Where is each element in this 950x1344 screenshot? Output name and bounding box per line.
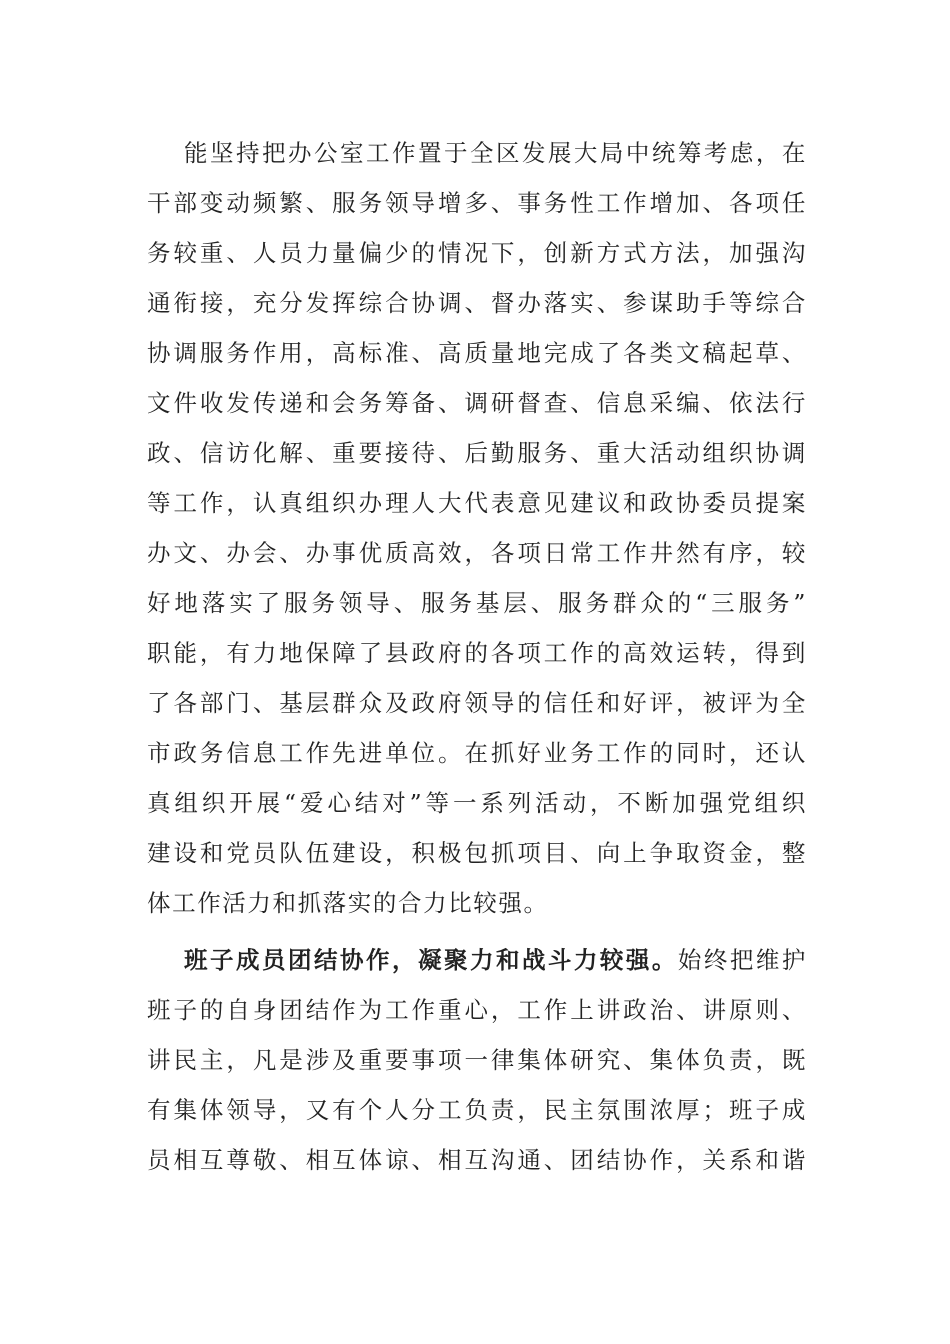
paragraph-text: 始终把维护: [677, 946, 808, 974]
paragraph-line: 等工作，认真组织办理人大代表意见建议和政协委员提案: [147, 489, 807, 517]
paragraph-line: 干部变动频繁、服务领导增多、事务性工作增加、各项任: [147, 189, 807, 217]
paragraph-first-line: [147, 935, 807, 985]
paragraph-team-unity: [147, 935, 807, 1185]
paragraph-line: 政、信访化解、重要接待、后勤服务、重大活动组织协调: [147, 439, 807, 467]
paragraph-line: 讲民主，凡是涉及重要事项一律集体研究、集体负责，既: [147, 1046, 807, 1074]
paragraph-work-summary: [147, 128, 807, 928]
paragraph-line: 职能，有力地保障了县政府的各项工作的高效运转，得到: [147, 639, 807, 667]
paragraph-line: 班子的自身团结作为工作重心，工作上讲政治、讲原则、: [147, 996, 807, 1024]
paragraph-line: 办文、办会、办事优质高效，各项日常工作井然有序，较: [147, 539, 807, 567]
paragraph-line: 有集体领导，又有个人分工负责，民主氛围浓厚；班子成: [147, 1096, 807, 1124]
paragraph-line: 了各部门、基层群众及政府领导的信任和好评，被评为全: [147, 689, 807, 717]
section-heading: 班子成员团结协作，凝聚力和战斗力较强。: [184, 946, 678, 974]
paragraph-line: 文件收发传递和会务筹备、调研督查、信息采编、依法行: [147, 389, 807, 417]
paragraph-line: 协调服务作用，高标准、高质量地完成了各类文稿起草、: [147, 339, 807, 367]
paragraph-line: 体工作活力和抓落实的合力比较强。: [147, 889, 549, 917]
paragraph-line: 通衔接，充分发挥综合协调、督办落实、参谋助手等综合: [147, 289, 807, 317]
paragraph-line: 好地落实了服务领导、服务基层、服务群众的“三服务”: [147, 589, 807, 617]
paragraph-line: 市政务信息工作先进单位。在抓好业务工作的同时，还认: [147, 739, 807, 767]
paragraph-line: 建设和党员队伍建设，积极包抓项目、向上争取资金，整: [147, 839, 807, 867]
paragraph-line: 务较重、人员力量偏少的情况下，创新方式方法，加强沟: [147, 239, 807, 267]
paragraph-line: 员相互尊敬、相互体谅、相互沟通、团结协作，关系和谐: [147, 1146, 807, 1174]
paragraph-line: 真组织开展“爱心结对”等一系列活动，不断加强党组织: [147, 789, 807, 817]
paragraph-line: 能坚持把办公室工作置于全区发展大局中统筹考虑，在: [184, 139, 807, 167]
